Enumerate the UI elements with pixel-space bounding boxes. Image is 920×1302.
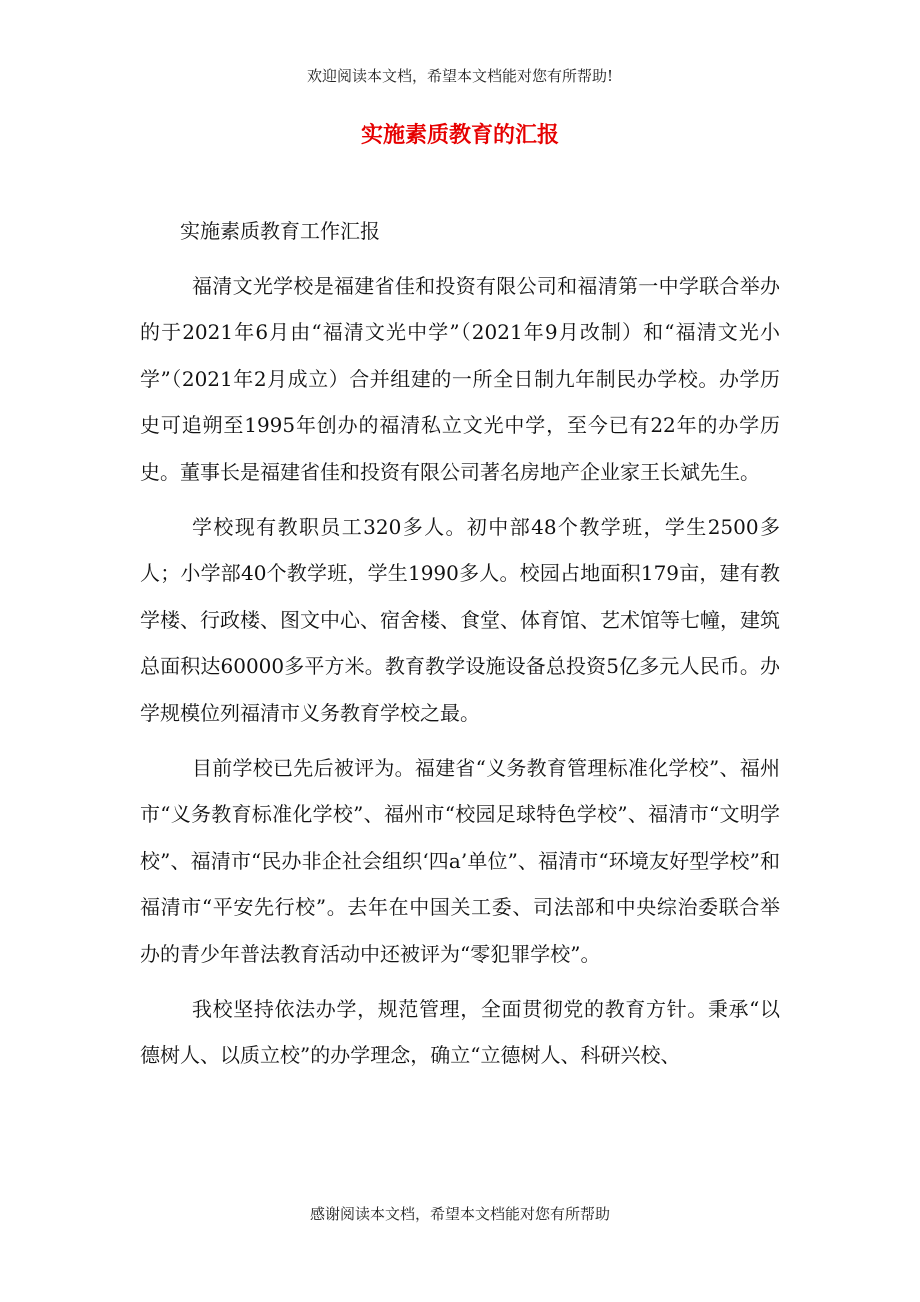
document-title: 实施素质教育的汇报 [360, 122, 559, 148]
paragraph-school-philosophy: 我校坚持依法办学，规范管理，全面贯彻党的教育方针。秉承“以德树人、以质立校”的办学理念，确立“立德树人、科研兴校、 [140, 996, 780, 1068]
paragraph-school-honors: 目前学校已先后被评为。福建省“义务教育管理标准化学校”、福州市“义务教育标准化学校”、福州市“校园足球特色学校”、福清市“文明学校”、福清市“民办非企社会组织‘四a’单位”、福清市“环境友好型学校”和福清市“平安先行校”。去年在中国关工委、司法部和中央综治委联合举办的青少年普法教育活动中还被评为“零犯罪学校”。 [140, 755, 780, 966]
document-subtitle: 实施素质教育工作汇报 [180, 219, 380, 243]
page-header: 欢迎阅读本文档，希望本文档能对您有所帮助! [306, 67, 614, 85]
paragraph-school-scale: 学校现有教职员工320多人。初中部48个教学班，学生2500多人；小学部40个教学班，学生1990多人。校园占地面积179亩，建有教学楼、行政楼、图文中心、宿舍楼、食堂、体育馆、艺术馆等七幢，建筑总面积达60000多平方米。教育教学设施设备总投资5亿多元人民币。办学规模位列福清市义务教育学校之最。 [140, 514, 780, 725]
page-footer: 感谢阅读本文档，希望本文档能对您有所帮助 [309, 1205, 610, 1223]
document-body [140, 208, 780, 1079]
paragraph-school-history: 福清文光学校是福建省佳和投资有限公司和福清第一中学联合举办的于2021年6月由“福清文光中学”（2021年9月改制）和“福清文光小学”（2021年2月成立）合并组建的一所全日制九年制民办学校。办学历史可追朔至1995年创办的福清私立文光中学，至今已有22年的办学历史。董事长是福建省佳和投资有限公司著名房地产企业家王长斌先生。 [140, 273, 780, 484]
